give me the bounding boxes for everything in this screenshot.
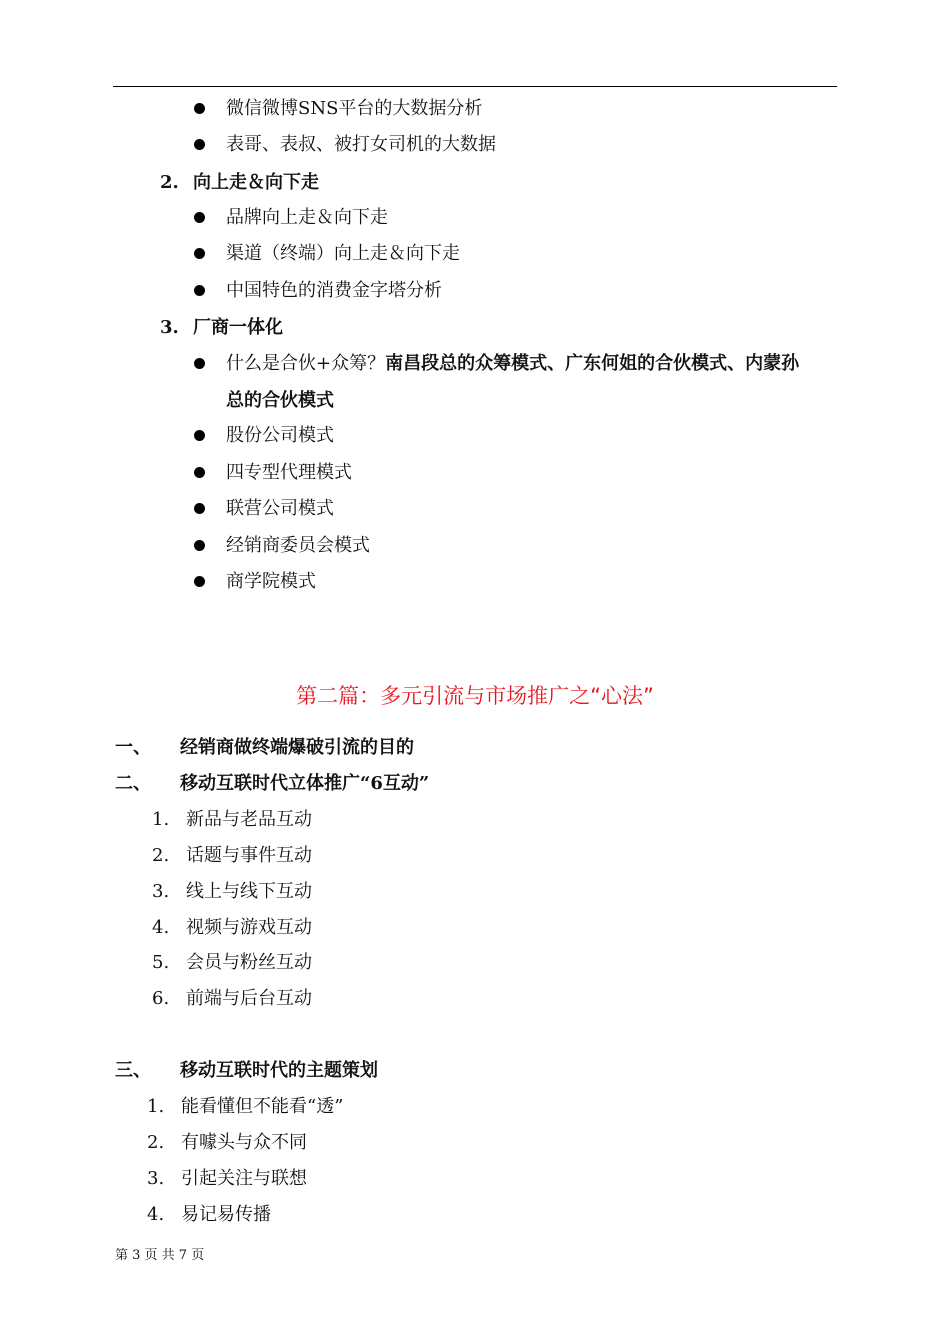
bullet-text: 微信微博SNS平台的大数据分析 xyxy=(226,98,483,119)
page-footer: 第 3 页 共 7 页 xyxy=(115,1248,205,1263)
list-item: 线上与线下互动 xyxy=(186,881,312,902)
list-number: 2. xyxy=(160,172,179,193)
list-number: 3. xyxy=(147,1168,165,1189)
bullet-icon xyxy=(194,248,205,259)
bullet-text: 股份公司模式 xyxy=(226,425,334,446)
bullet-text: 经销商委员会模式 xyxy=(226,535,370,556)
bullet-text: 表哥、表叔、被打女司机的大数据 xyxy=(226,134,496,155)
list-heading: 向上走＆向下走 xyxy=(193,172,319,193)
section-number: 二、 xyxy=(115,773,151,794)
bullet-icon xyxy=(194,430,205,441)
bullet-text: 四专型代理模式 xyxy=(226,462,352,483)
section-heading: 移动互联时代立体推广“6互动” xyxy=(180,773,430,794)
bullet-text: 渠道（终端）向上走＆向下走 xyxy=(226,243,460,264)
bullet-icon xyxy=(194,467,205,478)
list-number: 6. xyxy=(152,988,170,1009)
list-item: 有噱头与众不同 xyxy=(181,1132,307,1153)
list-item: 新品与老品互动 xyxy=(186,809,312,830)
bullet-icon xyxy=(194,576,205,587)
list-number: 2. xyxy=(152,845,170,866)
bullet-text xyxy=(226,352,799,376)
bullet-text: 中国特色的消费金字塔分析 xyxy=(226,280,442,301)
bullet-icon xyxy=(194,212,205,223)
section-heading: 移动互联时代的主题策划 xyxy=(180,1060,378,1081)
list-heading: 厂商一体化 xyxy=(193,317,283,338)
bullet-text: 联营公司模式 xyxy=(226,498,334,519)
list-item: 引起关注与联想 xyxy=(181,1168,307,1189)
list-item: 视频与游戏互动 xyxy=(186,917,312,938)
list-number: 1. xyxy=(147,1096,165,1117)
list-number: 4. xyxy=(147,1204,165,1225)
section-number: 三、 xyxy=(115,1060,151,1081)
list-number: 3. xyxy=(152,881,170,902)
bullet-text-plain: 什么是合伙+众筹？ xyxy=(226,353,386,374)
bullet-icon xyxy=(194,139,205,150)
bullet-icon xyxy=(194,285,205,296)
bullet-text: 商学院模式 xyxy=(226,571,316,592)
header-rule xyxy=(113,86,837,87)
list-item: 前端与后台互动 xyxy=(186,988,312,1009)
bullet-text-continued: 总的合伙模式 xyxy=(226,390,334,411)
list-number: 4. xyxy=(152,917,170,938)
bullet-icon xyxy=(194,358,205,369)
section-title: 第二篇：多元引流与市场推广之“心法” xyxy=(296,684,654,708)
section-number: 一、 xyxy=(115,737,151,758)
list-number: 1. xyxy=(152,809,170,830)
bullet-text-bold: 南昌段总的众筹模式、广东何姐的合伙模式、内蒙孙 xyxy=(385,353,800,374)
bullet-icon xyxy=(194,503,205,514)
bullet-text: 品牌向上走＆向下走 xyxy=(226,207,388,228)
list-number: 2. xyxy=(147,1132,165,1153)
bullet-icon xyxy=(194,540,205,551)
bullet-icon xyxy=(194,103,205,114)
list-item: 会员与粉丝互动 xyxy=(186,952,312,973)
section-heading: 经销商做终端爆破引流的目的 xyxy=(180,737,414,758)
list-item: 易记易传播 xyxy=(181,1204,271,1225)
list-number: 5. xyxy=(152,952,170,973)
list-item: 话题与事件互动 xyxy=(186,845,312,866)
list-item: 能看懂但不能看“透” xyxy=(181,1096,344,1117)
list-number: 3. xyxy=(160,317,179,338)
